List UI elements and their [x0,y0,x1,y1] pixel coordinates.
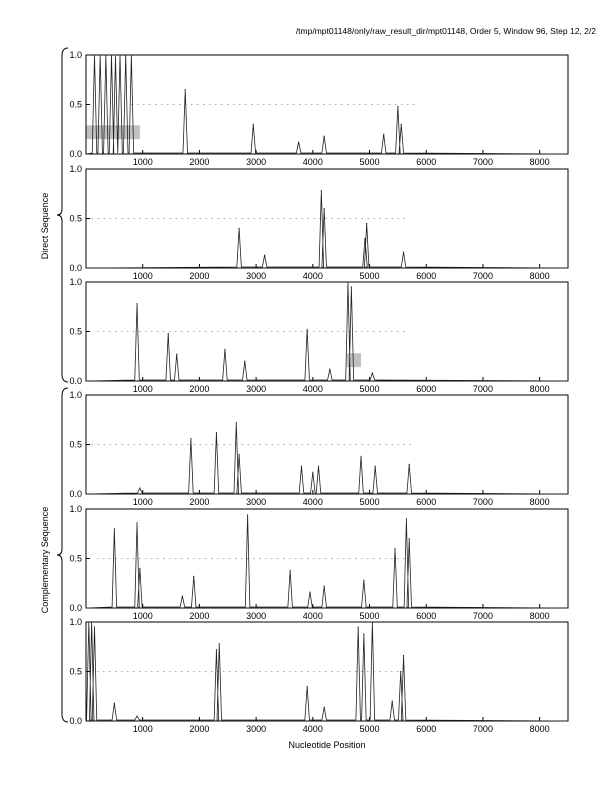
panel-2-xtick-label: 4000 [302,271,323,281]
panel-4-peak-point [312,472,313,473]
panel-5-peak-point [290,570,291,571]
panel-2-peak-point [403,252,404,253]
panel-4-xtick-label: 1000 [132,497,153,507]
panel-2-peak-point [364,238,365,239]
panel-4-peak-point [216,432,217,433]
panel-5-ytick-label: 0.5 [69,553,82,564]
panel-6-peak-point [372,621,373,622]
panel-3-peak-point [224,349,225,350]
panel-5-peak-point [394,548,395,549]
complementary-brace [57,388,68,722]
panel-4-peak-point [360,456,361,457]
panel-5-xtick-label: 6000 [416,611,437,621]
panel-6-peak-point [88,621,89,622]
panel-2-xtick-label: 7000 [472,271,493,281]
panel-6-ytick-label: 0.5 [69,666,82,677]
panel-5-xtick-label: 5000 [359,611,380,621]
panel-3-peak-point [136,303,137,304]
panel-4-ytick-label: 1.0 [69,390,82,400]
panel-6-peak-point [392,701,393,702]
panel-4-peak-point [318,466,319,467]
panel-4-xtick-label: 7000 [472,497,493,507]
panel-1-ytick-label: 0.5 [69,99,82,110]
panel-3-xtick-label: 8000 [529,384,550,394]
panel-4-xtick-label: 6000 [416,497,437,507]
panel-6-peak-point [216,649,217,650]
panel-6-xtick-label: 5000 [359,724,380,734]
panel-4-signal-line [86,423,568,494]
panel-4-peak-point [139,487,140,488]
panel-2-ytick-label: 1.0 [69,164,82,174]
panel-4-xtick-label: 3000 [246,497,267,507]
panel-4-xtick-label: 8000 [529,497,550,507]
panel-5-peak-point [406,518,407,519]
panel-5-signal-line [86,515,568,608]
panel-2-xtick-label: 8000 [529,271,550,281]
panel-3-peak-point [244,361,245,362]
panel-3-ytick-label: 1.0 [69,277,82,287]
panel-5-peak-point [309,592,310,593]
panel-1-peak-point [383,134,384,135]
panel-1-peak-point [397,106,398,107]
panel-4-peak-point [409,464,410,465]
panel-1-xtick-label: 7000 [472,157,493,167]
panel-1-ytick-label: 0.0 [69,149,82,159]
panel-6-ytick-label: 0.0 [69,716,82,726]
panel-1-peak-point [115,56,116,57]
direct-brace [57,48,68,382]
panel-6-xtick-label: 7000 [472,724,493,734]
panel-1-peak-point [94,54,95,55]
panel-3-peak-point [176,354,177,355]
panel-1-peak-point [185,89,186,90]
complementary-sequence-label: Complementary Sequence [40,506,50,614]
panel-1-peak-point [105,54,106,55]
panel-6-peak-point [363,633,364,634]
panel-4-ytick-label: 0.0 [69,489,82,499]
panel-6-peak-point [307,686,308,687]
panel-4-peak-point [301,466,302,467]
panel-2-ytick-label: 0.5 [69,213,82,224]
panel-1-xtick-label: 3000 [246,157,267,167]
panel-1-peak-point [324,136,325,137]
panel-1-peak-point [119,54,120,55]
panel-5-peak-point [409,538,410,539]
panel-1-peak-point [131,54,132,55]
panel-5-ytick-label: 0.0 [69,603,82,613]
panel-6-xtick-label: 4000 [302,724,323,734]
panel-1-xtick-label: 4000 [302,157,323,167]
panel-1-peak-point [125,54,126,55]
panel-1-signal-line [86,55,568,154]
panel-3-xtick-label: 7000 [472,384,493,394]
panel-2-xtick-label: 5000 [359,271,380,281]
panel-2-xtick-label: 1000 [132,271,153,281]
panel-2-signal-line [86,191,568,268]
panel-3-ytick-label: 0.5 [69,326,82,337]
panel-1-peak-point [298,142,299,143]
panel-3-peak-point [347,281,348,282]
panel-6-xtick-label: 1000 [132,724,153,734]
panel-3-highlight-box [347,353,361,367]
panel-6-peak-point [358,626,359,627]
panel-1-xtick-label: 6000 [416,157,437,167]
panel-2-peak-point [264,255,265,256]
panel-4-peak-point [375,466,376,467]
panel-2-peak-point [324,208,325,209]
direct-sequence-label: Direct Sequence [40,192,50,260]
panel-5-xtick-label: 1000 [132,611,153,621]
panel-2-peak-point [321,190,322,191]
panel-5-peak-point [136,522,137,523]
panel-5-peak-point [139,568,140,569]
panel-4-peak-point [190,438,191,439]
panel-6-peak-point [94,626,95,627]
panel-6-peak-point [114,703,115,704]
panel-3-xtick-label: 4000 [302,384,323,394]
panel-6-peak-point [219,643,220,644]
panel-4-peak-point [236,422,237,423]
panel-3-xtick-label: 5000 [359,384,380,394]
panel-5-xtick-label: 7000 [472,611,493,621]
panel-6-xtick-label: 3000 [246,724,267,734]
panel-6-peak-point [324,707,325,708]
panel-5-xtick-label: 4000 [302,611,323,621]
panel-1-frame [86,55,568,154]
panel-2-xtick-label: 2000 [189,271,210,281]
panel-3-xtick-label: 6000 [416,384,437,394]
panel-5-peak-point [324,586,325,587]
panel-4-xtick-label: 4000 [302,497,323,507]
panel-4-xtick-label: 5000 [359,497,380,507]
panel-4-peak-point [239,454,240,455]
panel-3-ytick-label: 0.0 [69,376,82,386]
panel-5-peak-point [114,528,115,529]
panel-1-xtick-label: 1000 [132,157,153,167]
panel-3-xtick-label: 1000 [132,384,153,394]
figure-title: /tmp/mpt01148/only/raw_result_dir/mpt01148, Order 5, Window 96, Step 12, 2/2 [295,26,596,36]
panel-5-ytick-label: 1.0 [69,504,82,514]
panel-1-ytick-label: 1.0 [69,50,82,60]
panel-5-xtick-label: 3000 [246,611,267,621]
panel-3-xtick-label: 3000 [246,384,267,394]
panel-1-peak-point [111,54,112,55]
panel-6-xtick-label: 8000 [529,724,550,734]
panel-6-xtick-label: 2000 [189,724,210,734]
panel-3-peak-point [372,372,373,373]
panel-3-peak-point [168,333,169,334]
panel-2-peak-point [239,228,240,229]
panel-6-peak-point [91,621,92,622]
panel-1-peak-point [401,124,402,125]
panel-6-xtick-label: 6000 [416,724,437,734]
panel-2-ytick-label: 0.0 [69,263,82,273]
panel-1-xtick-label: 8000 [529,157,550,167]
panel-5-xtick-label: 2000 [189,611,210,621]
panel-6-ytick-label: 1.0 [69,617,82,627]
panel-2-peak-point [366,223,367,224]
panel-4-xtick-label: 2000 [189,497,210,507]
panel-1-xtick-label: 5000 [359,157,380,167]
panel-1-xtick-label: 2000 [189,157,210,167]
x-axis-label: Nucleotide Position [288,740,366,750]
panel-5-peak-point [182,596,183,597]
panel-3-xtick-label: 2000 [189,384,210,394]
panel-3-peak-point [307,329,308,330]
panel-6-peak-point [400,671,401,672]
panel-2-xtick-label: 3000 [246,271,267,281]
panel-6-peak-point [403,655,404,656]
panel-5-peak-point [193,576,194,577]
panel-1-peak-point [100,54,101,55]
panel-3-peak-point [351,286,352,287]
panel-1-peak-point [253,124,254,125]
panel-5-peak-point [363,580,364,581]
panel-4-ytick-label: 0.5 [69,439,82,450]
panel-5-xtick-label: 8000 [529,611,550,621]
panel-6-peak-point [136,715,137,716]
panel-3-peak-point [329,369,330,370]
panel-5-peak-point [247,514,248,515]
panel-2-xtick-label: 6000 [416,271,437,281]
